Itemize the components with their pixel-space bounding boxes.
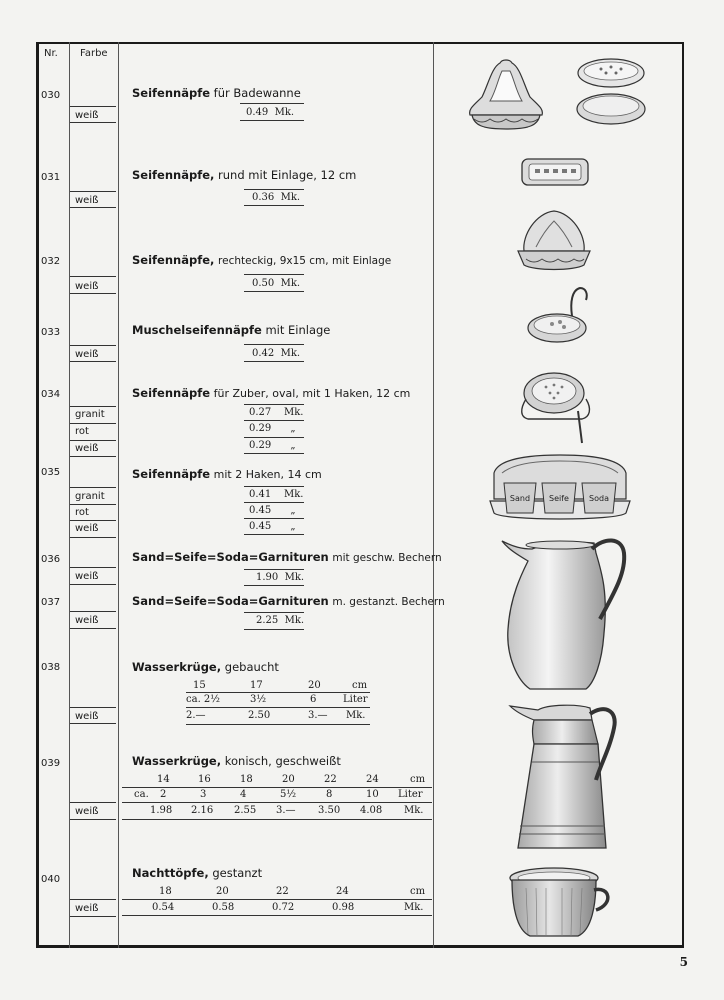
wall-soap-dish-illustration bbox=[514, 207, 594, 273]
soap-label: Seife bbox=[549, 494, 569, 503]
bath-soap-dish-illustration bbox=[464, 55, 548, 135]
item-title: Muschelseifennäpfe mit Einlage bbox=[132, 323, 331, 337]
item-title: Seifennäpfe für Zuber, oval, mit 1 Haken, 12 cm bbox=[132, 386, 411, 400]
col-divider-image bbox=[433, 42, 434, 948]
item-title: Wasserkrüge, konisch, geschweißt bbox=[132, 754, 341, 768]
item-color: weiß bbox=[75, 281, 99, 292]
item-color: granit bbox=[75, 409, 105, 420]
item-color: weiß bbox=[75, 806, 99, 817]
item-price: 0.42 Mk. bbox=[252, 348, 301, 359]
item-price: 0.29 „ bbox=[249, 440, 296, 451]
item-color: rot bbox=[75, 426, 89, 437]
item-title: Wasserkrüge, gebaucht bbox=[132, 660, 279, 674]
item-title: Sand=Seife=Soda=Garnituren m. gestanzt. Bechern bbox=[132, 594, 445, 608]
conical-water-jug-illustration bbox=[508, 700, 620, 858]
chamber-pot-illustration bbox=[506, 864, 616, 942]
header-farbe: Farbe bbox=[80, 48, 108, 59]
item-nr: 038 bbox=[41, 662, 61, 673]
item-nr: 037 bbox=[41, 597, 61, 608]
item-price: 0.50 Mk. bbox=[252, 278, 301, 289]
item-title: Seifennäpfe, rechteckig, 9x15 cm, mit Einlage bbox=[132, 253, 392, 267]
item-color: weiß bbox=[75, 349, 99, 360]
bulbous-water-jug-illustration bbox=[500, 533, 628, 693]
item-color: weiß bbox=[75, 615, 99, 626]
item-price: 1.90 Mk. bbox=[256, 572, 305, 583]
oval-hook-soap-dish-illustration bbox=[516, 365, 596, 447]
rect-soap-dish-illustration bbox=[519, 155, 591, 189]
item-title: Seifennäpfe mit 2 Haken, 14 cm bbox=[132, 467, 322, 481]
item-price: 2.25 Mk. bbox=[256, 615, 305, 626]
item-title: Sand=Seife=Soda=Garnituren mit geschw. Bechern bbox=[132, 550, 442, 564]
item-title: Seifennäpfe für Badewanne bbox=[132, 86, 301, 100]
item-price: 0.27 Mk. bbox=[249, 407, 304, 418]
item-nr: 033 bbox=[41, 327, 61, 338]
item-color: weiß bbox=[75, 110, 99, 121]
round-soap-dish-illustration bbox=[574, 55, 648, 131]
item-nr: 036 bbox=[41, 554, 61, 565]
item-color: weiß bbox=[75, 571, 99, 582]
item-price: 0.45 „ bbox=[249, 505, 296, 516]
item-color: weiß bbox=[75, 195, 99, 206]
item-color: weiß bbox=[75, 903, 99, 914]
item-color: granit bbox=[75, 491, 105, 502]
item-price: 0.36 Mk. bbox=[252, 192, 301, 203]
item-nr: 031 bbox=[41, 172, 61, 183]
soda-label: Soda bbox=[589, 494, 609, 503]
col-divider-nr bbox=[69, 42, 70, 948]
item-nr: 034 bbox=[41, 389, 61, 400]
item-price: 0.29 „ bbox=[249, 423, 296, 434]
page-number: 5 bbox=[679, 955, 688, 969]
item-title: Seifennäpfe, rund mit Einlage, 12 cm bbox=[132, 168, 357, 182]
item-price: 0.41 Mk. bbox=[249, 489, 304, 500]
item-color: weiß bbox=[75, 711, 99, 722]
item-nr: 035 bbox=[41, 467, 61, 478]
item-nr: 032 bbox=[41, 256, 61, 267]
item-color: rot bbox=[75, 507, 89, 518]
col-divider-farbe bbox=[118, 42, 119, 948]
item-nr: 040 bbox=[41, 874, 61, 885]
item-nr: 030 bbox=[41, 90, 61, 101]
header-nr: Nr. bbox=[44, 48, 58, 59]
item-price: 0.49 Mk. bbox=[246, 107, 295, 118]
shell-soap-dish-illustration bbox=[524, 286, 590, 348]
item-nr: 039 bbox=[41, 758, 61, 769]
frame-top-rule bbox=[36, 42, 684, 44]
item-price: 0.45 „ bbox=[249, 521, 296, 532]
item-color: weiß bbox=[75, 443, 99, 454]
item-title: Nachttöpfe, gestanzt bbox=[132, 866, 263, 880]
sand-label: Sand bbox=[509, 494, 531, 503]
sand-soap-soda-set-illustration bbox=[488, 453, 632, 523]
item-color: weiß bbox=[75, 523, 99, 534]
